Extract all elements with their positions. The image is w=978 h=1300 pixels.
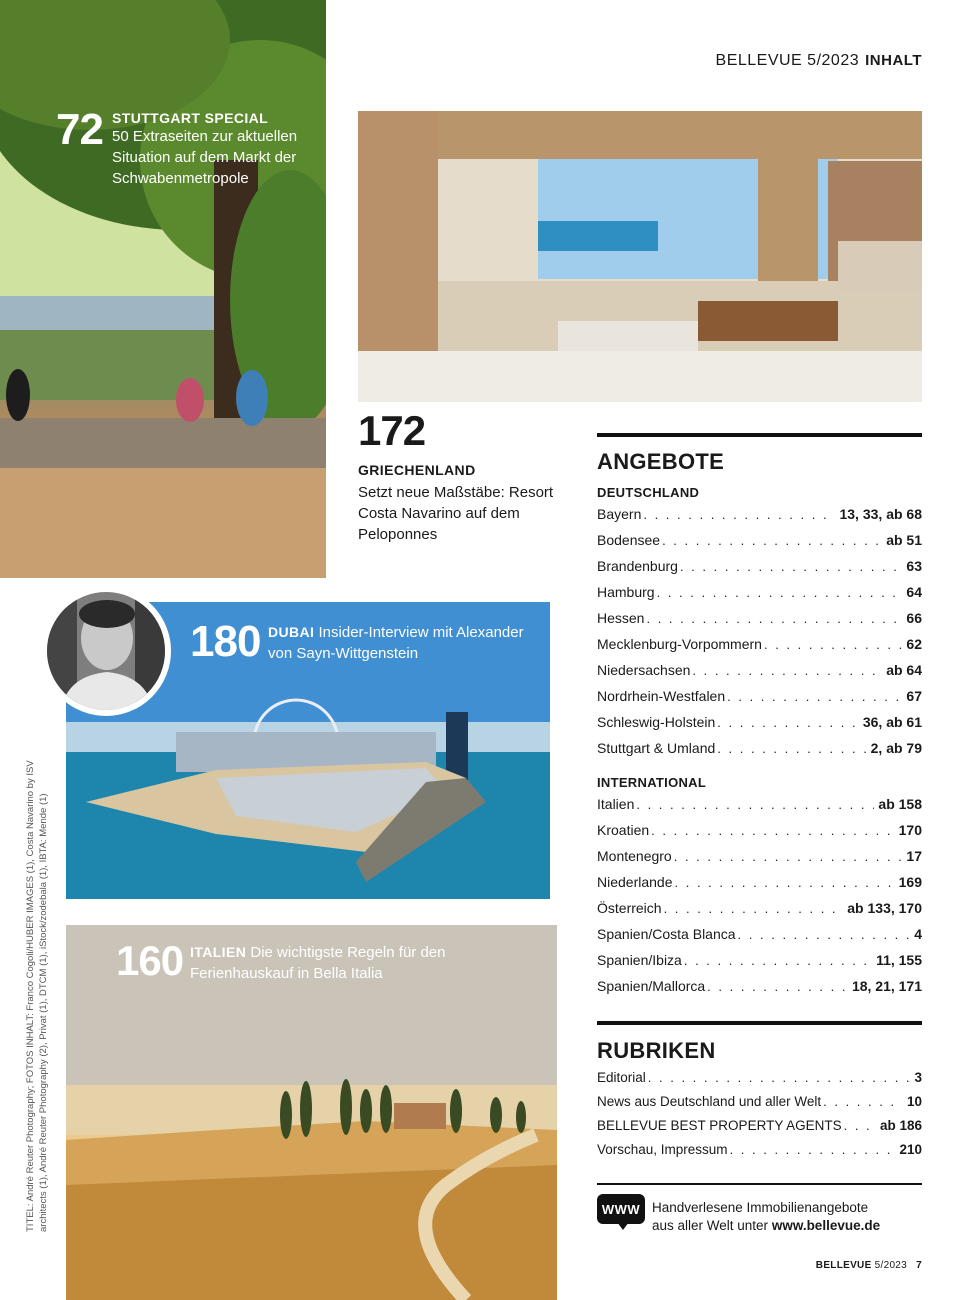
toc-entry-property-agents: BELLEVUE BEST PROPERTY AGENTS . . . ab 186 [597,1118,922,1142]
deutschland-list [597,506,922,766]
italy-feature-text: Die wichtigste Regeln für den Ferienhauskauf in Bella Italia [190,944,446,982]
www-badge: WWW [597,1194,645,1224]
toc-entry-kroatien: Kroatien . . . 170 [597,822,922,848]
dubai-feature-number: 180 [190,617,261,666]
section-label: INHALT [865,52,922,69]
toc-entry-schleswig-holstein: Schleswig-Holstein . . . 36, ab 61 [597,714,922,740]
www-rule [597,1183,922,1185]
footer-issue: 5/2023 [874,1260,908,1271]
greece-feature-number: 172 [358,407,426,454]
greece-resort-photo [358,111,922,402]
italy-feature-number: 160 [116,937,184,984]
dubai-feature-text: Insider-Interview mit Alexander von Sayn-Wittgenstein [268,624,524,662]
stuttgart-feature-text: 50 Extraseiten zur aktuellen Situation auf dem Markt der Schwabenmetropole [112,128,298,187]
toc-entry-bodensee: Bodensee . . . ab 51 [597,532,922,558]
www-link[interactable]: www.bellevue.de [771,1218,881,1233]
rubriken-rule [597,1021,922,1025]
www-badge-tail [617,1222,629,1230]
page-footer [816,1260,922,1271]
toc-entry-bayern: Bayern . . . 13, 33, ab 68 [597,506,922,532]
toc-entry-spanien-mallorca: Spanien/Mallorca . . . 18, 21, 171 [597,978,922,1004]
toc-entry-niedersachsen: Niedersachsen . . . ab 64 [597,662,922,688]
rubriken-list [597,1070,922,1166]
italy-feature-text-block [190,942,490,984]
toc-entry-italien: Italien . . . ab 158 [597,796,922,822]
rubriken-heading: RUBRIKEN [597,1038,716,1063]
www-promo-line2: aus aller Welt unter www.bellevue.de [652,1218,881,1233]
photo-credits: TITEL: André Reuter Photography; FOTOS INHALT: Franco Cogoli/HUBER IMAGES (1), Costa Navarino by ISV architects (1), André Reuter Photography (2), Privat (1), DTCM (1), iStock/zodebala (1), IBTA: Mende (1) [25,760,49,1232]
page-header [716,52,922,70]
toc-entry-spanien-ibiza: Spanien/Ibiza . . . 11, 155 [597,952,922,978]
dubai-feature-text-block [268,622,538,664]
toc-entry-hessen: Hessen . . . 66 [597,610,922,636]
stuttgart-feature-number: 72 [56,105,103,154]
angebote-heading: ANGEBOTE [597,449,725,474]
angebote-rule [597,433,922,437]
international-list [597,796,922,1004]
toc-entry-mecklenburg-vorpommern: Mecklenburg-Vorpommern . . . 62 [597,636,922,662]
stuttgart-feature-title: STUTTGART SPECIAL [112,110,269,126]
stuttgart-photo [0,0,326,578]
interview-portrait-photo [41,586,171,716]
greece-feature-title: GRIECHENLAND [358,462,476,478]
toc-entry-vorschau-impressum: Vorschau, Impressum . . . 210 [597,1142,922,1166]
footer-brand: BELLEVUE [815,1260,872,1271]
toc-entry-stuttgart-umland: Stuttgart & Umland . . . 2, ab 79 [597,740,922,766]
italy-feature-title: ITALIEN [190,944,247,960]
deutschland-heading: DEUTSCHLAND [597,485,700,500]
page-number: 7 [916,1260,922,1271]
toc-entry-brandenburg: Brandenburg . . . 63 [597,558,922,584]
stuttgart-feature-text-block [112,110,312,189]
www-promo [652,1199,880,1235]
toc-entry-montenegro: Montenegro . . . 17 [597,848,922,874]
toc-entry-nordrhein-westfalen: Nordrhein-Westfalen . . . 67 [597,688,922,714]
greece-feature-text: Setzt neue Maßstäbe: Resort Costa Navarino auf dem Peloponnes [358,484,554,543]
toc-entry-oesterreich: Österreich . . . ab 133, 170 [597,900,922,926]
international-heading: INTERNATIONAL [597,775,707,790]
toc-entry-editorial: Editorial . . . 3 [597,1070,922,1094]
toc-entry-hamburg: Hamburg . . . 64 [597,584,922,610]
toc-entry-niederlande: Niederlande . . . 169 [597,874,922,900]
toc-entry-news: News aus Deutschland und aller Welt . . . 10 [597,1094,922,1118]
dubai-feature-title: DUBAI [268,624,315,640]
www-promo-line1: Handverlesene Immobilienangebote [652,1200,869,1215]
toc-entry-spanien-costa-blanca: Spanien/Costa Blanca . . . 4 [597,926,922,952]
publication-label: BELLEVUE 5/2023 [715,52,860,69]
